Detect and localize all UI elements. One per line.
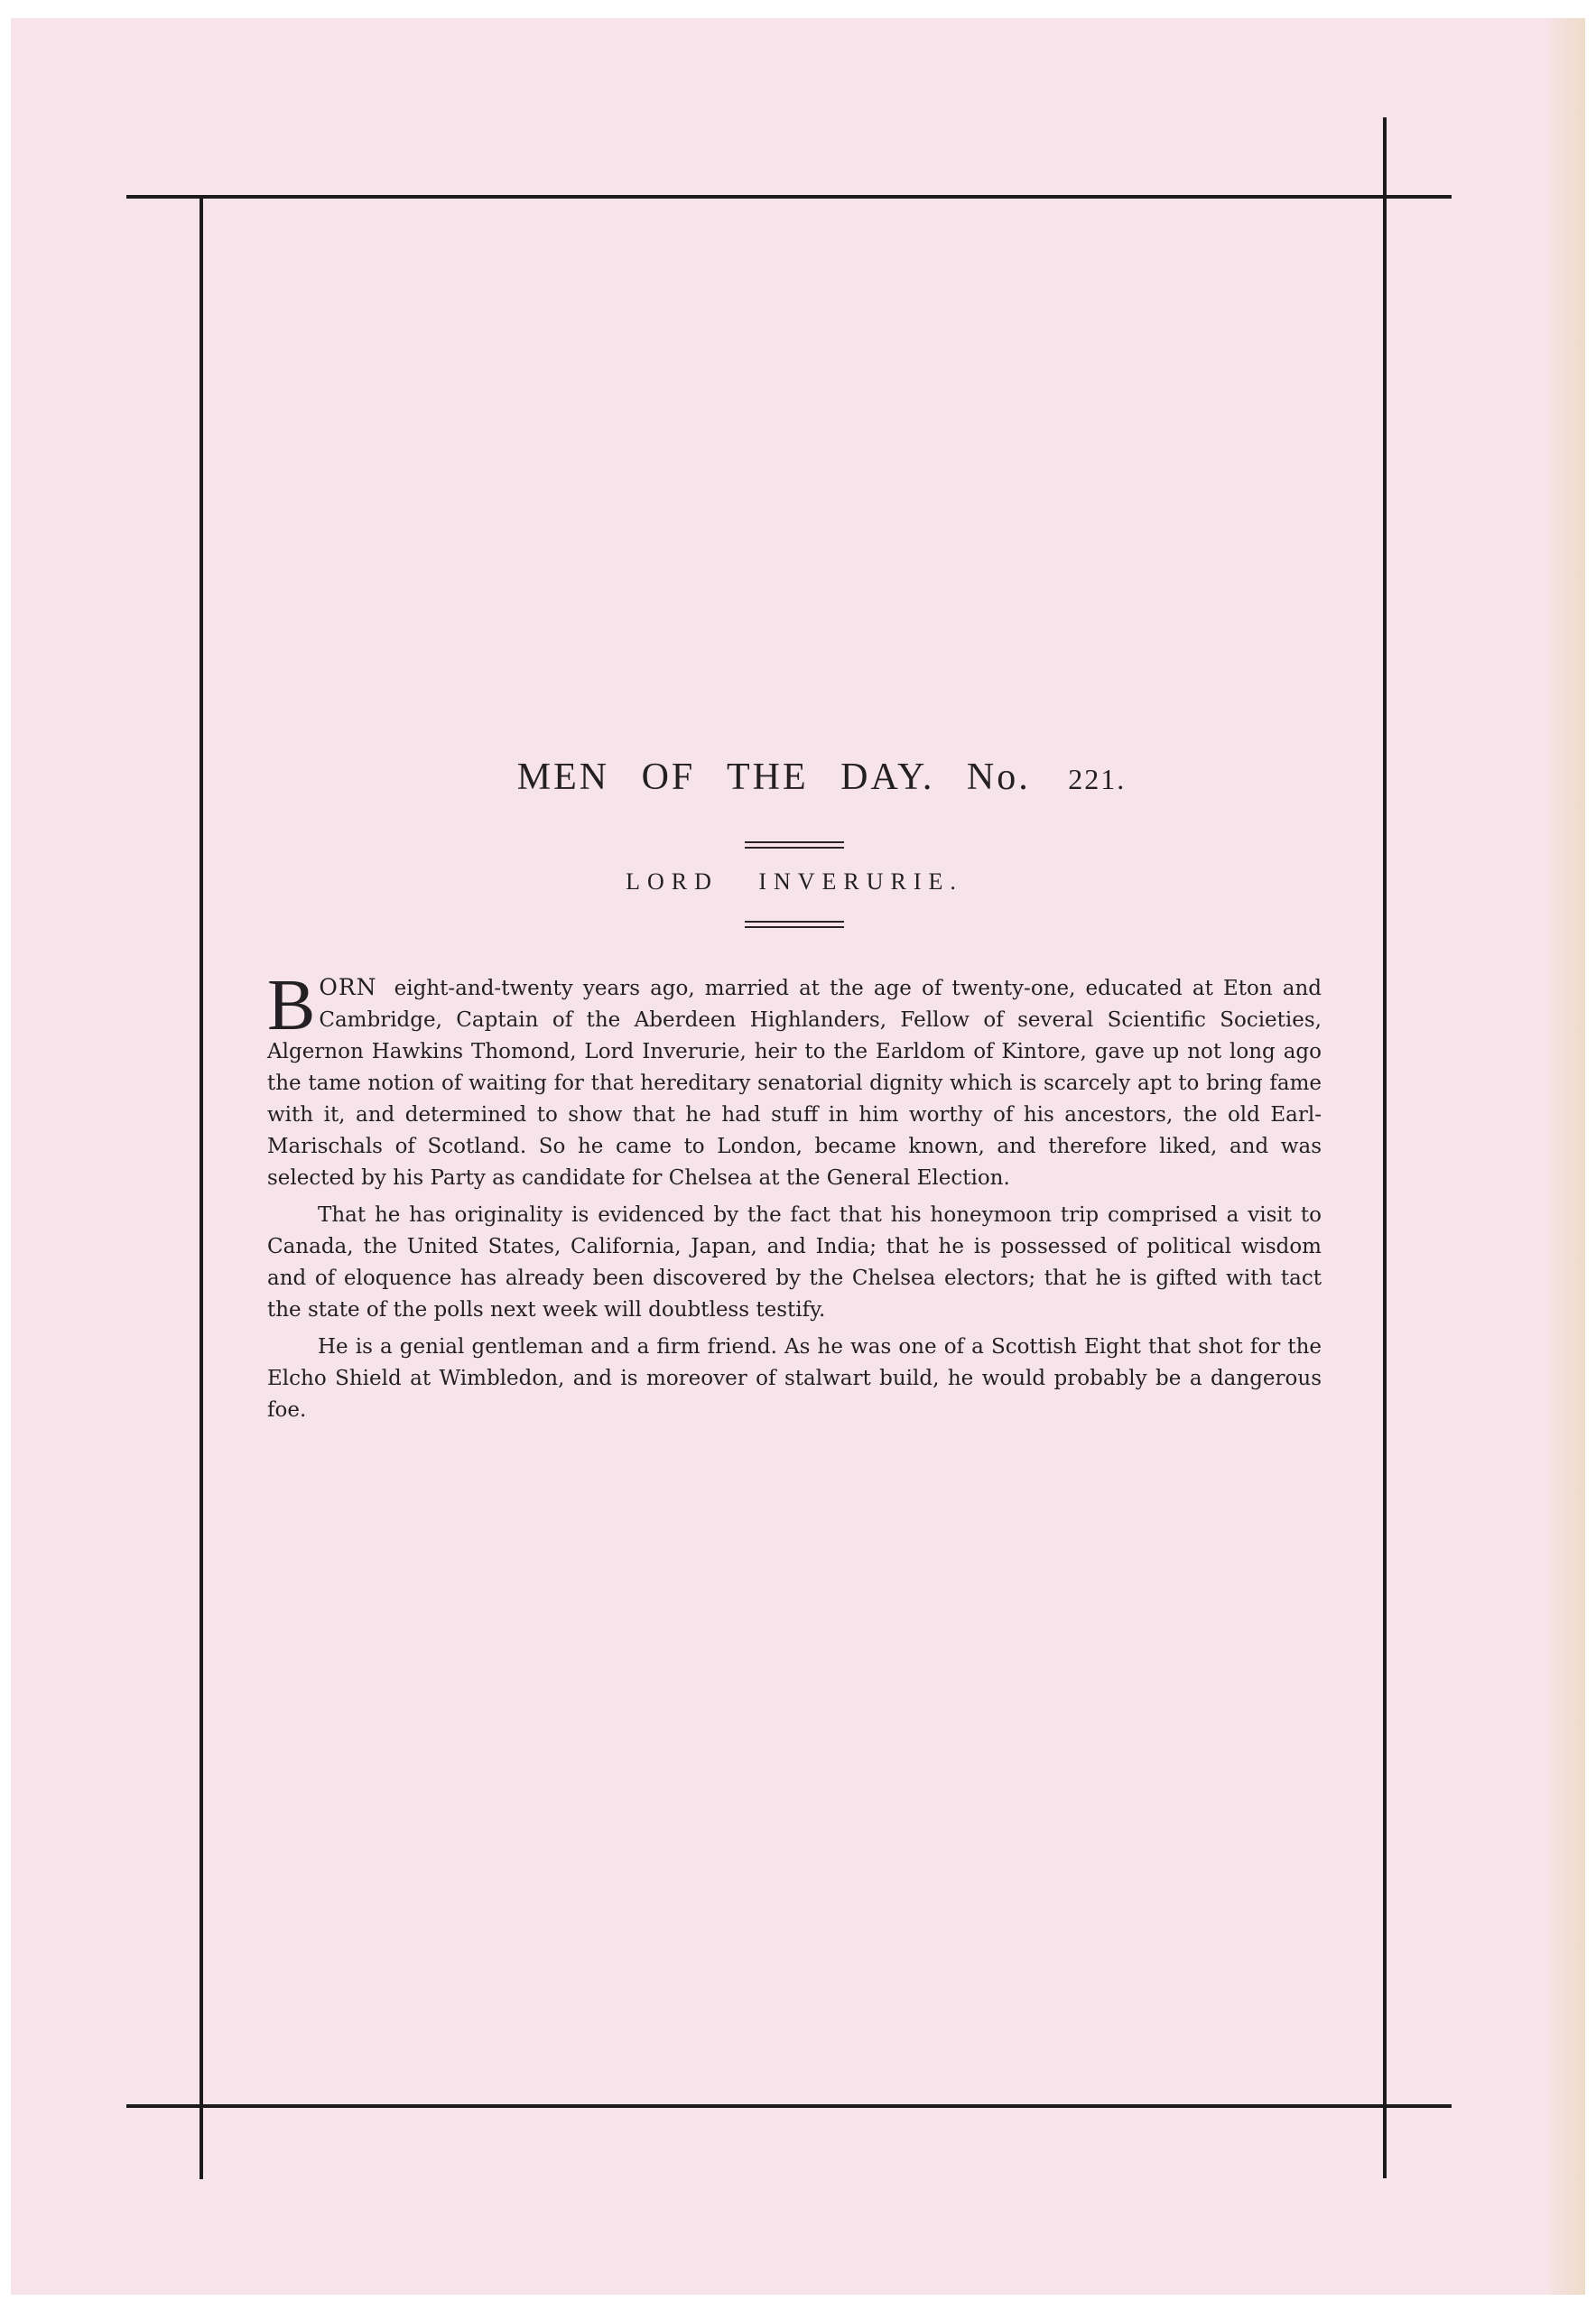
issue-number: 221. <box>1068 763 1127 795</box>
paragraph-3: He is a genial gentleman and a firm friend. As he was one of a Scottish Eight that shot for the Elcho Shield at Wimbledon, and is moreover of stalwart build, he would probably be a dangerous foe. <box>267 1335 1322 1422</box>
paragraph-2: That he has originality is evidenced by the fact that his honeymoon trip comprised a visit to Canada, the United States, California, Japan, and India; that he is possessed of political wisdom and of eloquence has already been discovered by the Chelsea electors; that he is gifted with tact the state of the polls next week will doubtless testify. <box>267 1203 1322 1322</box>
opening-caps: ORN <box>319 974 377 1000</box>
border-rule-right <box>1383 117 1387 2178</box>
paragraph-1-text: eight-and-twenty years ago, married at the age of twenty-one, educated at Eton and Cambridge, Captain of the Aberdeen Highlanders, Fellow of several Scientific Societies, Algernon Hawkins Thomond, Lord Inverurie, heir to the Earldom of Kintore, gave up not long ago the tame notion of waiting for that hereditary senatorial dignity which is scarcely apt to bring fame with it, and determined to show that he had stuff in him worthy of his ancestors, the old Earl-Marischals of Scotland. So he came to London, became known, and therefore liked, and was selected by his Party as candidate for Chelsea at the General Election. <box>267 977 1322 1190</box>
border-rule-bottom <box>126 2104 1452 2108</box>
article-body <box>267 966 1322 1426</box>
paragraph-1 <box>267 966 1322 1194</box>
subject-name: LORD INVERURIE. <box>626 868 963 895</box>
double-rule-divider <box>745 841 844 849</box>
paper-edge <box>1545 18 1585 2295</box>
double-rule-divider <box>745 921 844 928</box>
border-rule-left <box>200 195 203 2179</box>
article <box>267 758 1322 1432</box>
number-label: No. <box>966 756 1031 798</box>
series-title <box>321 758 1322 796</box>
series-title-text: MEN OF THE DAY. <box>516 756 935 798</box>
drop-cap: B <box>267 966 316 1045</box>
border-rule-top <box>126 195 1452 199</box>
